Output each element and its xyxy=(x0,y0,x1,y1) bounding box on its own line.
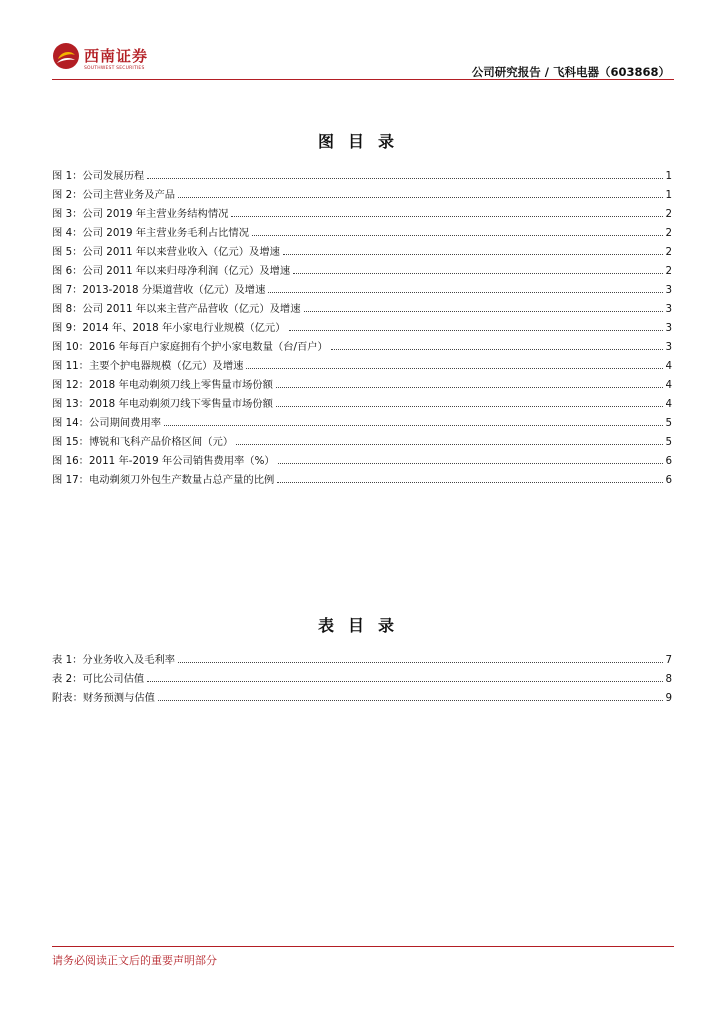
figure-toc-entry[interactable] xyxy=(52,391,672,410)
toc-entry-page: 9 xyxy=(665,692,672,704)
toc-dot-leader xyxy=(276,406,664,407)
toc-entry-page: 3 xyxy=(665,322,672,334)
figure-toc-entry[interactable] xyxy=(52,220,672,239)
figure-toc-entry[interactable] xyxy=(52,258,672,277)
toc-entry-page: 2 xyxy=(665,227,672,239)
toc-dot-leader xyxy=(268,292,663,293)
toc-entry-page: 1 xyxy=(665,170,672,182)
toc-entry-page: 2 xyxy=(665,246,672,258)
toc-dot-leader xyxy=(236,444,663,445)
toc-entry-page: 4 xyxy=(665,360,672,372)
toc-dot-leader xyxy=(304,311,664,312)
toc-entry-label: 图 6：公司 2011 年以来归母净利润（亿元）及增速 xyxy=(52,265,291,277)
toc-dot-leader xyxy=(178,197,663,198)
tables-toc xyxy=(52,647,672,704)
toc-dot-leader xyxy=(276,387,664,388)
report-title: 公司研究报告 / 飞科电器（603868） xyxy=(471,65,670,79)
header-divider xyxy=(52,79,674,80)
toc-entry-page: 5 xyxy=(665,436,672,448)
figure-toc-entry[interactable] xyxy=(52,334,672,353)
figure-toc-entry[interactable] xyxy=(52,182,672,201)
toc-entry-page: 1 xyxy=(665,189,672,201)
toc-entry-label: 表 1：分业务收入及毛利率 xyxy=(52,654,176,666)
figure-toc-entry[interactable] xyxy=(52,353,672,372)
toc-entry-label: 图 5：公司 2011 年以来营业收入（亿元）及增速 xyxy=(52,246,280,258)
toc-dot-leader xyxy=(252,235,663,236)
toc-entry-label: 图 15：博锐和飞科产品价格区间（元） xyxy=(52,436,234,448)
toc-dot-leader xyxy=(147,681,663,682)
figure-toc-entry[interactable] xyxy=(52,372,672,391)
toc-entry-label: 图 13：2018 年电动剃须刀线下零售量市场份额 xyxy=(52,398,273,410)
toc-entry-page: 3 xyxy=(665,284,672,296)
figure-toc-entry[interactable] xyxy=(52,201,672,220)
toc-entry-label: 图 11：主要个护电器规模（亿元）及增速 xyxy=(52,360,244,372)
figure-toc-entry[interactable] xyxy=(52,315,672,334)
toc-dot-leader xyxy=(278,463,664,464)
table-toc-entry[interactable] xyxy=(52,647,672,666)
figure-toc-entry[interactable] xyxy=(52,448,672,467)
figures-toc xyxy=(52,163,672,486)
figure-toc-entry[interactable] xyxy=(52,239,672,258)
toc-entry-label: 图 10：2016 年每百户家庭拥有个护小家电数量（台/百户） xyxy=(52,341,328,353)
toc-entry-label: 图 8：公司 2011 年以来主营产品营收（亿元）及增速 xyxy=(52,303,301,315)
toc-entry-label: 图 16：2011 年-2019 年公司销售费用率（%） xyxy=(52,455,275,467)
toc-entry-page: 6 xyxy=(665,455,672,467)
toc-entry-page: 6 xyxy=(665,474,672,486)
figures-toc-title: 图目录 xyxy=(317,132,408,151)
footer-divider xyxy=(52,946,674,947)
toc-dot-leader xyxy=(164,425,663,426)
toc-entry-page: 3 xyxy=(665,341,672,353)
toc-entry-label: 图 9：2014 年、2018 年小家电行业规模（亿元） xyxy=(52,322,286,334)
toc-entry-label: 图 4：公司 2019 年主营业务毛利占比情况 xyxy=(52,227,250,239)
figure-toc-entry[interactable] xyxy=(52,277,672,296)
toc-dot-leader xyxy=(246,368,663,369)
toc-dot-leader xyxy=(158,700,663,701)
toc-entry-label: 图 14：公司期间费用率 xyxy=(52,417,162,429)
toc-entry-page: 7 xyxy=(665,654,672,666)
toc-dot-leader xyxy=(147,178,663,179)
figure-toc-entry[interactable] xyxy=(52,410,672,429)
tables-toc-title: 表目录 xyxy=(317,616,408,635)
toc-entry-page: 4 xyxy=(665,398,672,410)
company-logo xyxy=(52,42,162,76)
toc-entry-label: 图 17：电动剃须刀外包生产数量占总产量的比例 xyxy=(52,474,275,486)
toc-entry-page: 5 xyxy=(665,417,672,429)
toc-dot-leader xyxy=(283,254,664,255)
toc-entry-page: 3 xyxy=(665,303,672,315)
logo-english-name: SOUTHWEST SECURITIES xyxy=(84,66,145,71)
toc-entry-label: 图 1：公司发展历程 xyxy=(52,170,145,182)
figure-toc-entry[interactable] xyxy=(52,467,672,486)
toc-entry-label: 图 12：2018 年电动剃须刀线上零售量市场份额 xyxy=(52,379,273,391)
toc-dot-leader xyxy=(289,330,664,331)
toc-entry-page: 4 xyxy=(665,379,672,391)
page-header xyxy=(52,40,674,82)
toc-dot-leader xyxy=(178,662,663,663)
toc-entry-label: 图 3：公司 2019 年主营业务结构情况 xyxy=(52,208,229,220)
figure-toc-entry[interactable] xyxy=(52,429,672,448)
figure-toc-entry[interactable] xyxy=(52,163,672,182)
toc-dot-leader xyxy=(231,216,663,217)
logo-chinese-name: 西南证券 xyxy=(84,47,149,65)
toc-dot-leader xyxy=(277,482,663,483)
toc-entry-page: 2 xyxy=(665,265,672,277)
toc-dot-leader xyxy=(331,349,664,350)
logo-emblem-icon xyxy=(52,42,80,70)
toc-entry-page: 2 xyxy=(665,208,672,220)
toc-entry-label: 图 2：公司主营业务及产品 xyxy=(52,189,176,201)
toc-entry-page: 8 xyxy=(665,673,672,685)
toc-dot-leader xyxy=(293,273,663,274)
footer-disclaimer: 请务必阅读正文后的重要声明部分 xyxy=(52,954,217,967)
table-toc-entry[interactable] xyxy=(52,666,672,685)
toc-entry-label: 表 2：可比公司估值 xyxy=(52,673,145,685)
toc-entry-label: 附表：财务预测与估值 xyxy=(52,692,155,704)
figure-toc-entry[interactable] xyxy=(52,296,672,315)
toc-entry-label: 图 7：2013-2018 分渠道营收（亿元）及增速 xyxy=(52,284,266,296)
table-toc-entry[interactable] xyxy=(52,685,672,704)
